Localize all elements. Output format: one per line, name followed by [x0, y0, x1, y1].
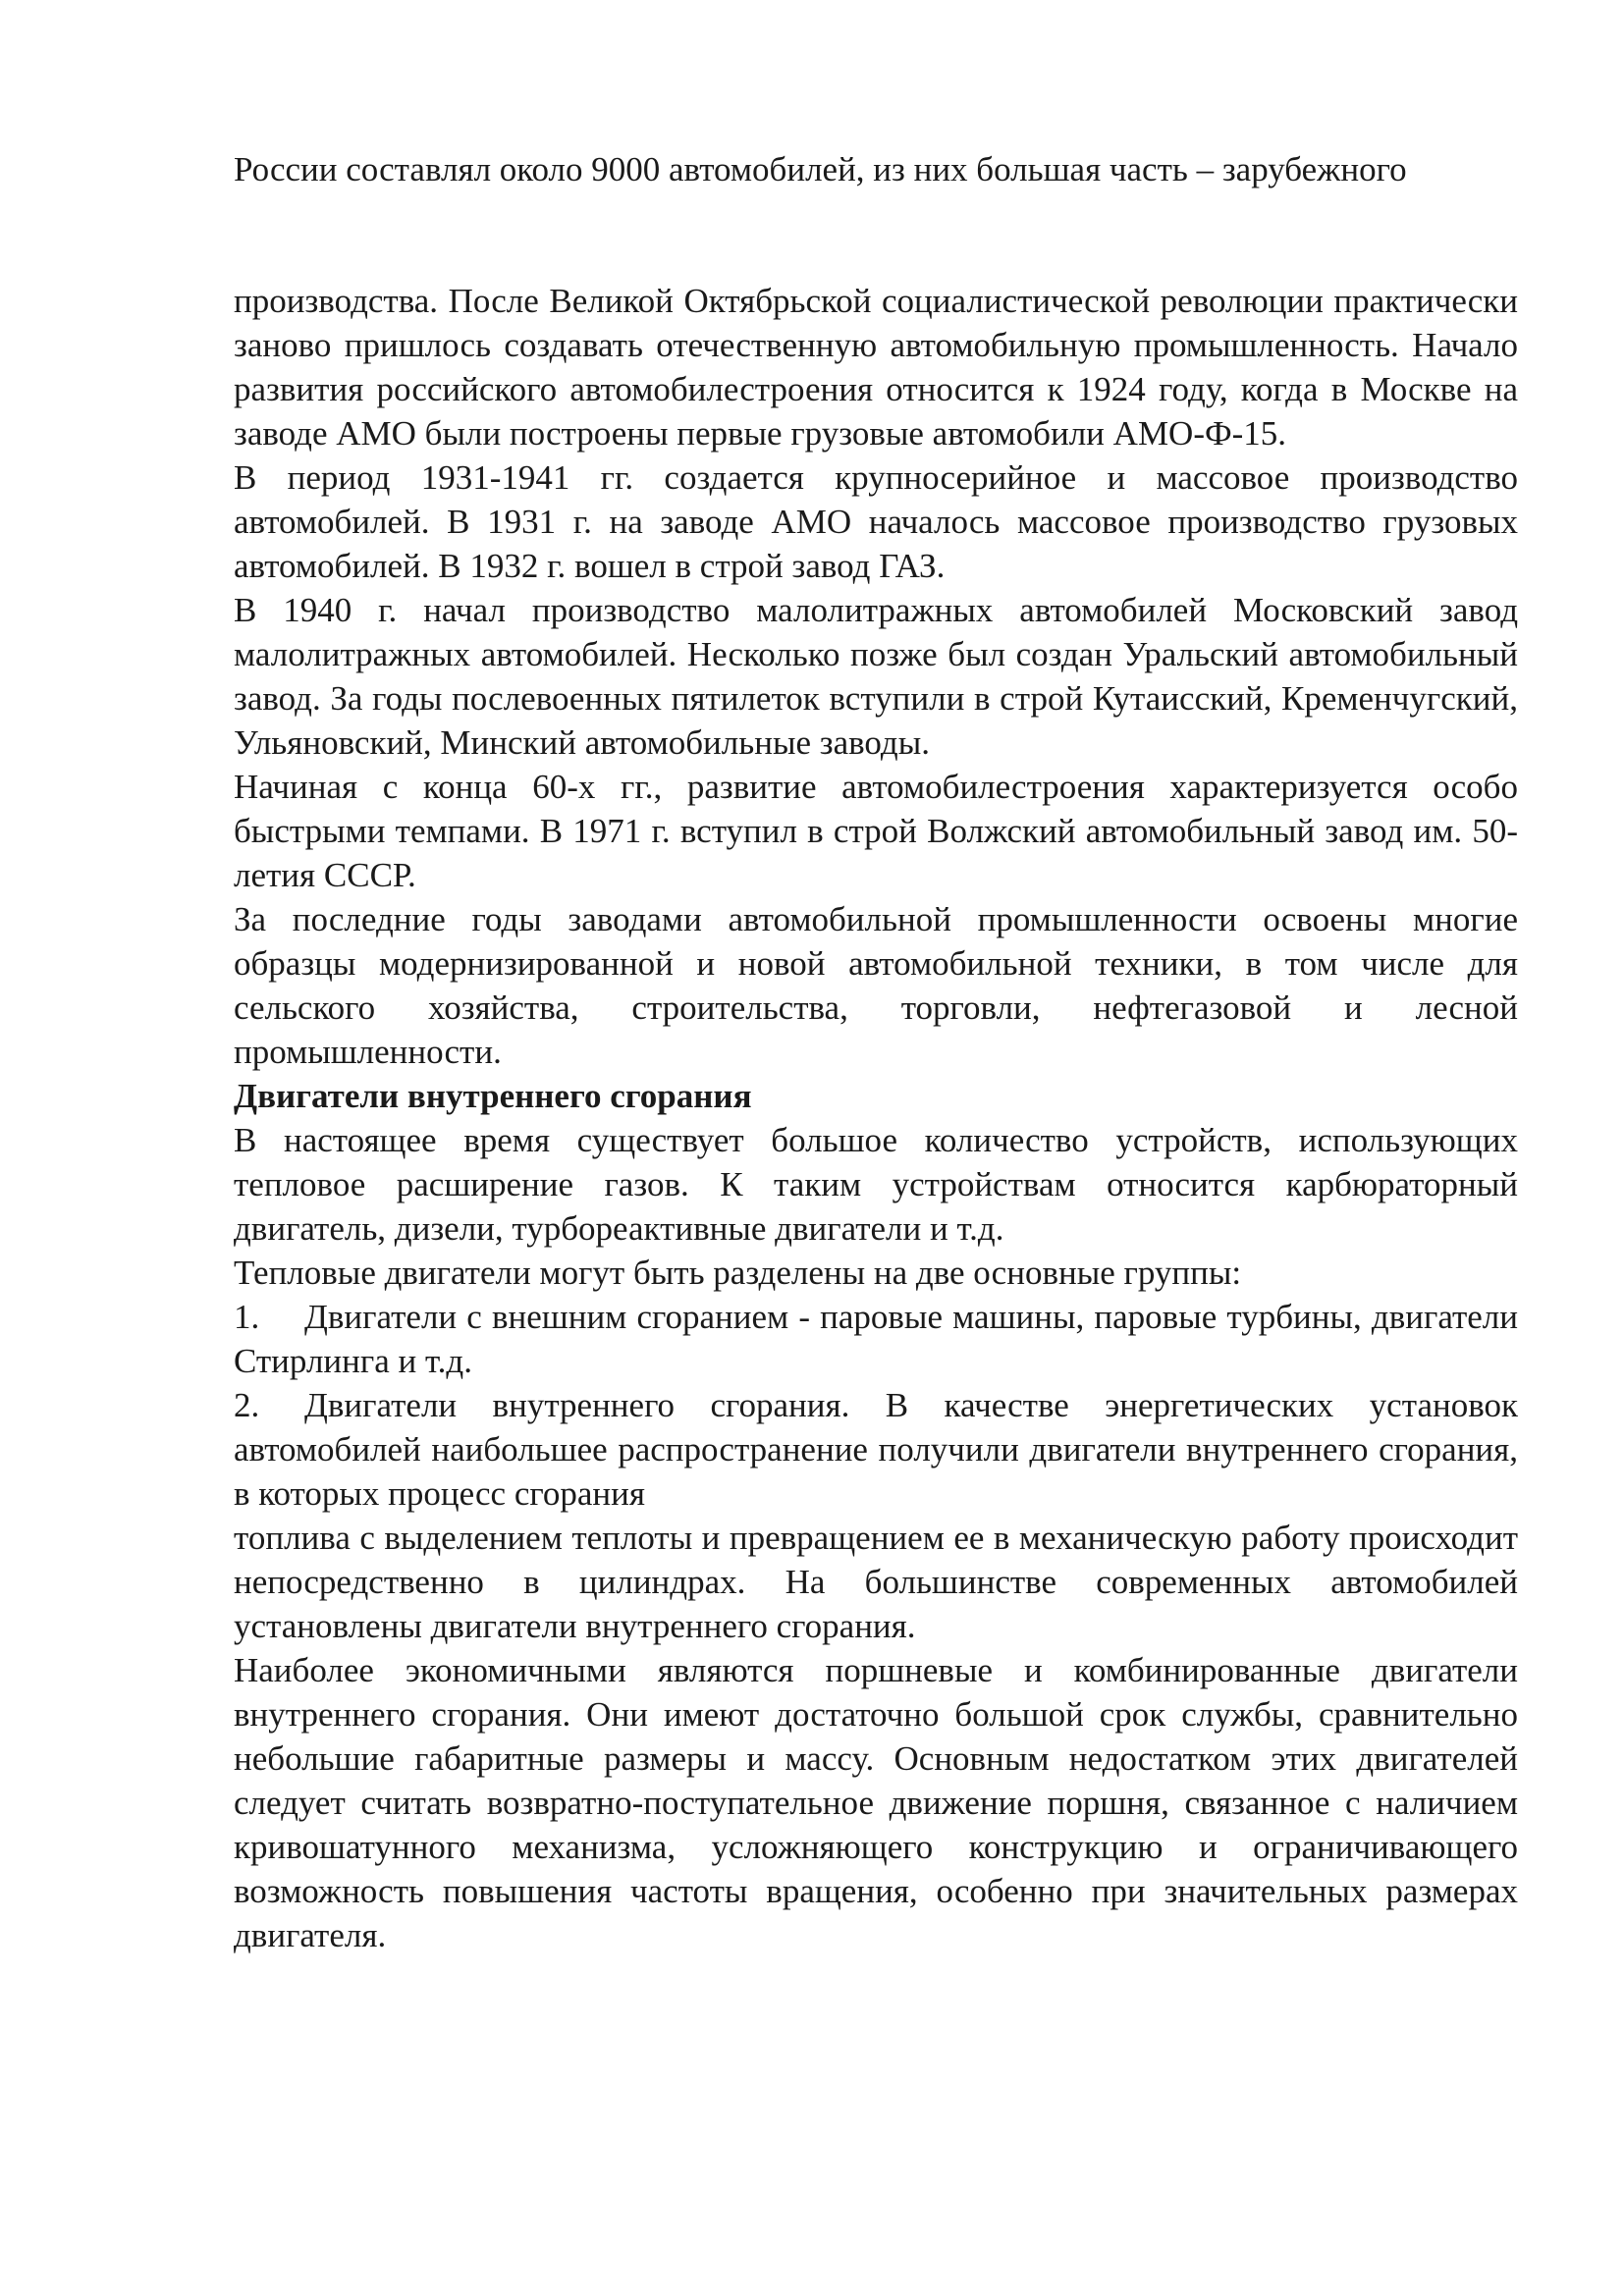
- closing-paragraph-1: топлива с выделением теплоты и превращением ее в механическую работу происходит непосредственно в цилиндрах. На большинстве современных автомобилей установлены двигатели внутреннего сгорания.: [234, 1519, 1518, 1645]
- list-number: 2.: [234, 1386, 260, 1424]
- history-paragraph-5: За последние годы заводами автомобильной промышленности освоены многие образцы модернизированной и новой автомобильной техники, в том числе для сельского хозяйства, строительства, торговли, нефтегазовой и лесной промышленности.: [234, 900, 1518, 1071]
- lead-paragraph: России составлял около 9000 автомобилей, из них большая часть – зарубежного: [234, 150, 1407, 188]
- engines-paragraph-1: В настоящее время существует большое количество устройств, использующих тепловое расширение газов. К таким устройствам относится карбюраторный двигатель, дизели, турбореактивные двигатели и т.д.: [234, 1121, 1518, 1248]
- document-page: [234, 147, 1518, 1957]
- engines-paragraph-2: Тепловые двигатели могут быть разделены на две основные группы:: [234, 1254, 1242, 1292]
- closing-paragraph-2: Наиболее экономичными являются поршневые и комбинированные двигатели внутреннего сгорания. Они имеют достаточно большой срок службы, сравнительно небольшие габаритные размеры и массу. Основным недостатком этих двигателей следует считать возвратно-поступательное движение поршня, связанное с наличием кривошатунного механизма, усложняющего конструкцию и ограничивающего возможность повышения частоты вращения, особенно при значительных размерах двигателя.: [234, 1651, 1518, 1954]
- list-item-text: Двигатели с внешним сгоранием - паровые машины, паровые турбины, двигатели Стирлинга и т.д.: [234, 1298, 1518, 1380]
- list-item-text: Двигатели внутреннего сгорания. В качестве энергетических установок автомобилей наибольшее распространение получили двигатели внутреннего сгорания, в которых процесс сгорания: [234, 1386, 1518, 1513]
- history-paragraph-2: В период 1931-1941 гг. создается крупносерийное и массовое производство автомобилей. В 1931 г. на заводе АМО началось массовое производство грузовых автомобилей. В 1932 г. вошел в строй завод ГАЗ.: [234, 458, 1518, 585]
- list-number: 1.: [234, 1298, 260, 1336]
- list-item-1: [234, 1295, 1518, 1383]
- list-item-2: [234, 1383, 1518, 1516]
- history-paragraph-3: В 1940 г. начал производство малолитражных автомобилей Московский завод малолитражных автомобилей. Несколько позже был создан Уральский автомобильный завод. За годы послевоенных пятилеток вступили в строй Кутаисский, Кременчугский, Ульяновский, Минский автомобильные заводы.: [234, 591, 1518, 762]
- history-paragraph-1: производства. После Великой Октябрьской социалистической революции практически заново пришлось создавать отечественную автомобильную промышленность. Начало развития российского автомобилестроения относится к 1924 году, когда в Москве на заводе АМО были построены первые грузовые автомобили АМО-Ф-15.: [234, 282, 1518, 453]
- section-heading: Двигатели внутреннего сгорания: [234, 1077, 752, 1115]
- history-paragraph-4: Начиная с конца 60-х гг., развитие автомобилестроения характеризуется особо быстрыми темпами. В 1971 г. вступил в строй Волжский автомобильный завод им. 50-летия СССР.: [234, 768, 1518, 894]
